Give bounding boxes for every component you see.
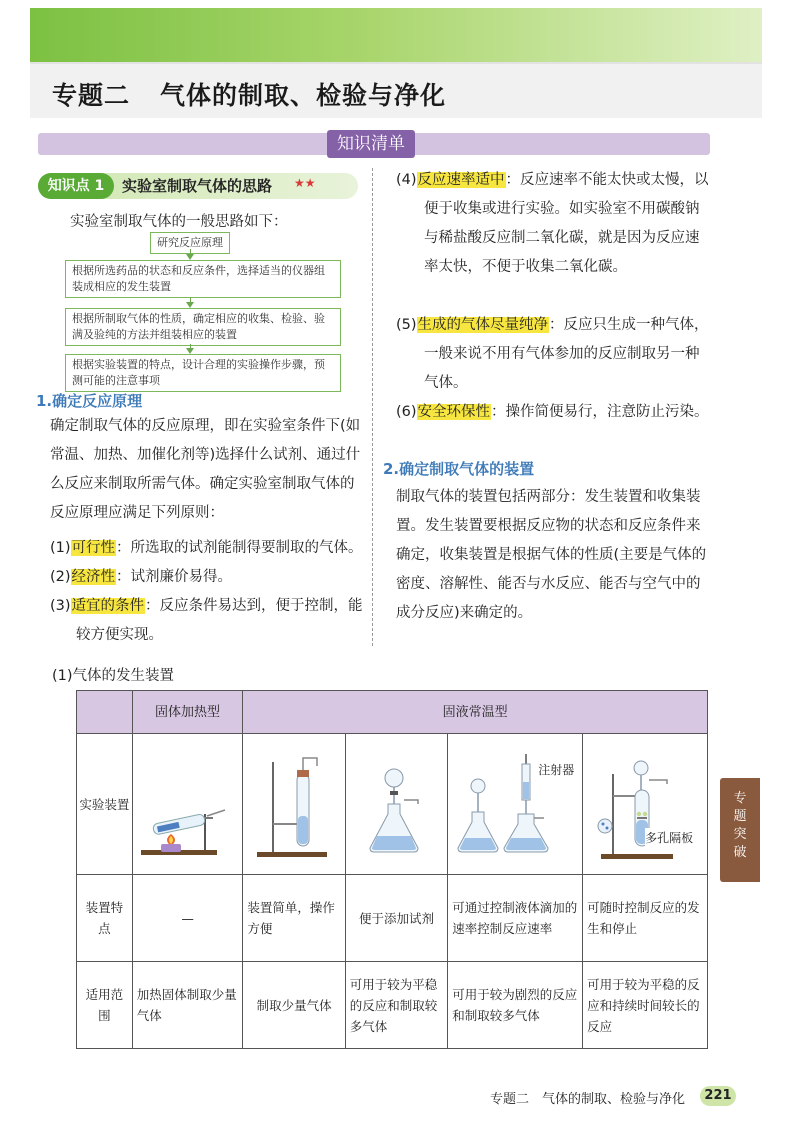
footer-title: 专题二 气体的制取、检验与净化 [490, 1092, 686, 1107]
principle-item-2 [50, 563, 368, 592]
item-num: (4) [396, 172, 417, 188]
item-text: ：试剂廉价易得。 [116, 569, 233, 585]
intro-text: 实验室制取气体的一般思路如下： [70, 214, 288, 230]
feature-cell: — [132, 875, 243, 962]
row-label-feature: 装置特点 [77, 875, 133, 962]
principle-item-4 [396, 166, 712, 282]
item-num: (3) [50, 598, 71, 614]
porous-plate-label: 多孔隔板 [645, 828, 693, 849]
column-divider [372, 168, 373, 646]
syringe-label: 注射器 [538, 760, 574, 781]
item-num: (5) [396, 317, 417, 333]
simple-apparatus-icon [243, 744, 343, 864]
section2-heading: 2.确定制取气体的装置 [383, 460, 535, 478]
topic-number: 专题二 [52, 81, 131, 110]
apparatus-solid-heating [132, 734, 243, 875]
flow-step-3: 根据所制取气体的性质，确定相应的收集、检验、验满及验纯的方法并组装相应的装置 [65, 308, 341, 346]
header-solid-heating: 固体加热型 [132, 691, 243, 734]
flow-arrow [190, 249, 191, 258]
flow-step-1: 研究反应原理 [150, 232, 230, 254]
table-caption: (1)气体的发生装置 [52, 668, 175, 684]
item-key-highlight: 经济性 [71, 569, 116, 585]
item-key-highlight: 适宜的条件 [71, 598, 145, 614]
flow-step-2: 根据所选药品的状态和反应条件，选择适当的仪器组装成相应的发生装置 [65, 260, 341, 298]
star-rating: ★★ [294, 176, 316, 190]
header-solid-liquid: 固液常温型 [243, 691, 708, 734]
scope-cell: 可用于较为剧烈的反应和制取较多气体 [448, 962, 583, 1049]
knowledge-point-tag: 知识点 1 [38, 173, 114, 199]
apparatus-syringe [448, 734, 583, 875]
item-text: ：反应只生成一种气体，一般来说不用有气体参加的反应制取另一种气体。 [424, 317, 709, 391]
flow-arrow [190, 344, 191, 352]
item-key-highlight: 安全环保性 [417, 404, 491, 420]
feature-cell: 可随时控制反应的发生和停止 [583, 875, 708, 962]
page-title [52, 76, 446, 112]
feature-cell: 可通过控制液体滴加的速率控制反应速率 [448, 875, 583, 962]
apparatus-funnel [345, 734, 447, 875]
item-text: ：反应速率不能太快或太慢，以便于收集或进行实验。如实验室不用碳酸钠与稀盐酸反应制二氧化碳，就是因为反应速率太快，不便于收集二氧化碳。 [424, 172, 709, 275]
principle-item-1 [50, 534, 368, 563]
topic-title: 气体的制取、检验与净化 [160, 81, 447, 110]
side-tab-label: 专题突破 [733, 791, 747, 860]
item-key-highlight: 反应速率适中 [417, 172, 505, 188]
scope-cell: 加热固体制取少量气体 [132, 962, 243, 1049]
header-corner [77, 691, 133, 734]
apparatus-porous-plate [583, 734, 708, 875]
page-number: 221 [700, 1086, 736, 1106]
section1-body: 确定制取气体的反应原理，即在实验室条件下(如常温、加热、加催化剂等)选择什么试剂、通过什么反应来制取所需气体。确定实验室制取气体的反应原理应满足下列原则： [50, 418, 361, 521]
item-text: ：操作简便易行，注意防止污染。 [491, 404, 709, 420]
scope-row [77, 962, 708, 1049]
section-label: 知识清单 [327, 130, 415, 158]
principle-item-5 [396, 311, 712, 398]
knowledge-point-title: 实验室制取气体的思路 [122, 177, 273, 195]
item-key-highlight: 可行性 [71, 540, 116, 556]
table-header-row [77, 691, 708, 734]
scope-cell: 可用于较为平稳的反应和制取较多气体 [345, 962, 447, 1049]
apparatus-simple [243, 734, 345, 875]
item-num: (1) [50, 540, 71, 556]
row-label-scope: 适用范围 [77, 962, 133, 1049]
item-text: ：所选取的试剂能制得要制取的气体。 [116, 540, 363, 556]
row-label-apparatus: 实验装置 [77, 734, 133, 875]
feature-cell: 装置简单，操作方便 [243, 875, 345, 962]
side-tab [720, 778, 760, 882]
scope-cell: 可用于较为平稳的反应和持续时间较长的反应 [583, 962, 708, 1049]
flow-arrow [190, 297, 191, 306]
feature-row [77, 875, 708, 962]
section1-heading: 1.确定反应原理 [36, 392, 143, 410]
section2-body: 制取气体的装置包括两部分：发生装置和收集装置。发生装置要根据反应物的状态和反应条件来确定，收集装置是根据气体的性质(主要是气体的密度、溶解性、能否与水反应、能否与空气中的成分反应)来确定的。 [396, 489, 707, 621]
feature-cell: 便于添加试剂 [345, 875, 447, 962]
flow-step-4: 根据实验装置的特点，设计合理的实验操作步骤，预测可能的注意事项 [65, 354, 341, 392]
heating-apparatus-icon [133, 744, 233, 864]
apparatus-table [76, 690, 708, 1049]
apparatus-image-row [77, 734, 708, 875]
item-key-highlight: 生成的气体尽量纯净 [417, 317, 549, 333]
principle-item-6 [396, 398, 712, 427]
item-text: ：反应条件易达到，便于控制，能较方便实现。 [76, 598, 363, 643]
item-num: (2) [50, 569, 71, 585]
item-num: (6) [396, 404, 417, 420]
scope-cell: 制取少量气体 [243, 962, 345, 1049]
principle-item-3 [50, 592, 368, 650]
funnel-flask-icon [346, 744, 446, 864]
